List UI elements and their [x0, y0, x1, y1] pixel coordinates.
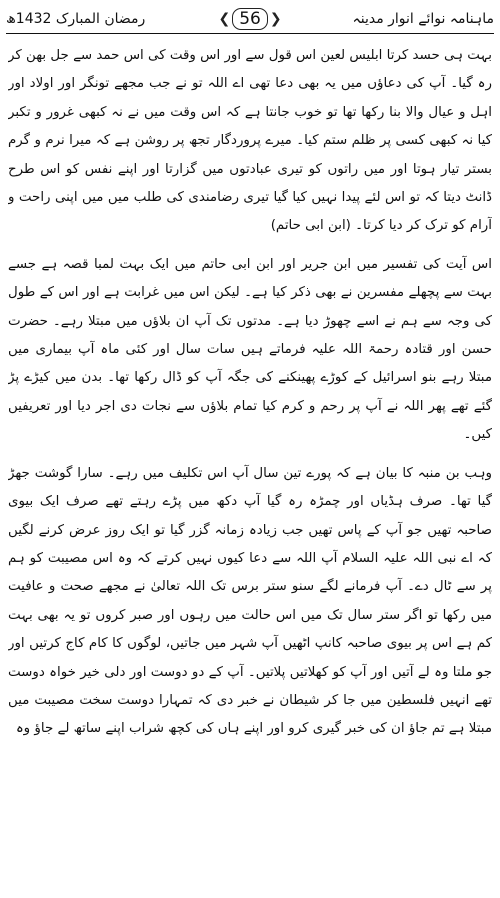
citation: (ابن ابی حاتم): [270, 218, 351, 234]
issue-date: رمضان المبارک 1432ھ: [6, 11, 146, 27]
paragraph-text: بہت ہی حسد کرتا ابلیس لعین اس قول سے اور اس وقت کی اس حمد سے جل بھن کر رہ گیا۔ آپ کی دعاؤں میں یہ بھی دعا تھی اے اللہ تو نے جب مجھے تونگر اور اولاد اور اہل و عیال والا بنا رکھا تھا تو خوب جانتا ہے کہ اس وقت میں نے نہ کبھی غرور و تکبر کیا نہ کبھی کسی پر ظلم ستم کیا۔ میرے پروردگار تجھ پر روشن ہے کہ میرا نرم و گرم بستر تیار ہوتا اور میں راتوں کو تیری عبادتوں میں گزارتا اور اپنے نفس کو اس طرح ڈانٹ دیتا کہ تو اس لئے پیدا نہیں کیا گیا تیری رضامندی کی طلب میں میں اپنی راحت و آرام کو ترک کر دیا کرتا۔: [8, 48, 492, 234]
paragraph-2: [8, 251, 492, 450]
page-number: 56: [232, 8, 268, 30]
ornament-left-icon: ❮: [218, 11, 231, 27]
magazine-title: ماہنامہ نوائے انوار مدینہ: [352, 11, 494, 27]
article-body: [8, 42, 492, 892]
paragraph-text: وہب بن منبہ کا بیان ہے کہ پورے تین سال آپ اس تکلیف میں رہے۔ سارا گوشت جھڑ گیا تھا۔ صرف ہڈیاں اور چمڑہ رہ گیا آپ دکھ میں پڑے رہتے تھے صرف ایک بیوی صاحبہ تھیں جو آپ کے پاس تھیں جب زیادہ زمانہ گزر گیا تو ایک روز عرض کرنے لگیں کہ اے نبی اللہ علیہ السلام آپ اللہ سے دعا کیوں نہیں کرتے کہ وہ اس مصیبت کو ہم پر سے ٹال دے۔ آپ فرمانے لگے سنو ستر برس تک اللہ تعالیٰ نے مجھے صحت و عافیت میں رکھا تو اگر ستر سال تک میں اس حالت میں رہوں اور صبر کروں تو یہ بھی بہت کم ہے اس پر بیوی صاحبہ کانپ اٹھیں آپ شہر میں جاتیں، لوگوں کا کام کاج کرتیں اور جو ملتا وہ لے آتیں اور آپ کو کھلاتیں پلاتیں۔ آپ کے دو دوست اور دلی خیر خواہ دوست تھے انہیں فلسطین میں جا کر شیطان نے خبر دی کہ تمہارا دوست سخت مصیبت میں مبتلا ہے تم جاؤ ان کی خبر گیری کرو اور اپنے ہاں کی کچھ شراب اپنے ساتھ لے جاؤ وہ: [8, 465, 492, 737]
page-number-badge: [218, 8, 281, 30]
paragraph-1: [8, 42, 492, 241]
ornament-right-icon: ❯: [269, 11, 282, 27]
paragraph-3: [8, 460, 492, 744]
header-divider: [6, 33, 494, 34]
page-header: [6, 6, 494, 32]
paragraph-text: اس آیت کی تفسیر میں ابن جریر اور ابن ابی حاتم میں ایک بہت لمبا قصہ ہے جسے بہت سے پچھلے مفسرین نے بھی ذکر کیا ہے۔ لیکن اس میں غرابت ہے اور اس کے طول کی وجہ سے ہم نے اسے چھوڑ دیا ہے۔ مدتوں تک آپ ان بلاؤں میں مبتلا رہے۔ حضرت حسن اور قتادہ رحمۃ اللہ علیہ فرماتے ہیں سات سال اور کئی ماہ آپ بیماری میں مبتلا رہے بنو اسرائیل کے کوڑے پھینکنے کی جگہ آپ کو ڈال رکھا تھا۔ بدن میں کیڑے پڑ گئے تھے پھر اللہ نے آپ پر رحم و کرم کیا تمام بلاؤں سے نجات دی اجر دیا اور تعریفیں کیں۔: [8, 256, 492, 443]
